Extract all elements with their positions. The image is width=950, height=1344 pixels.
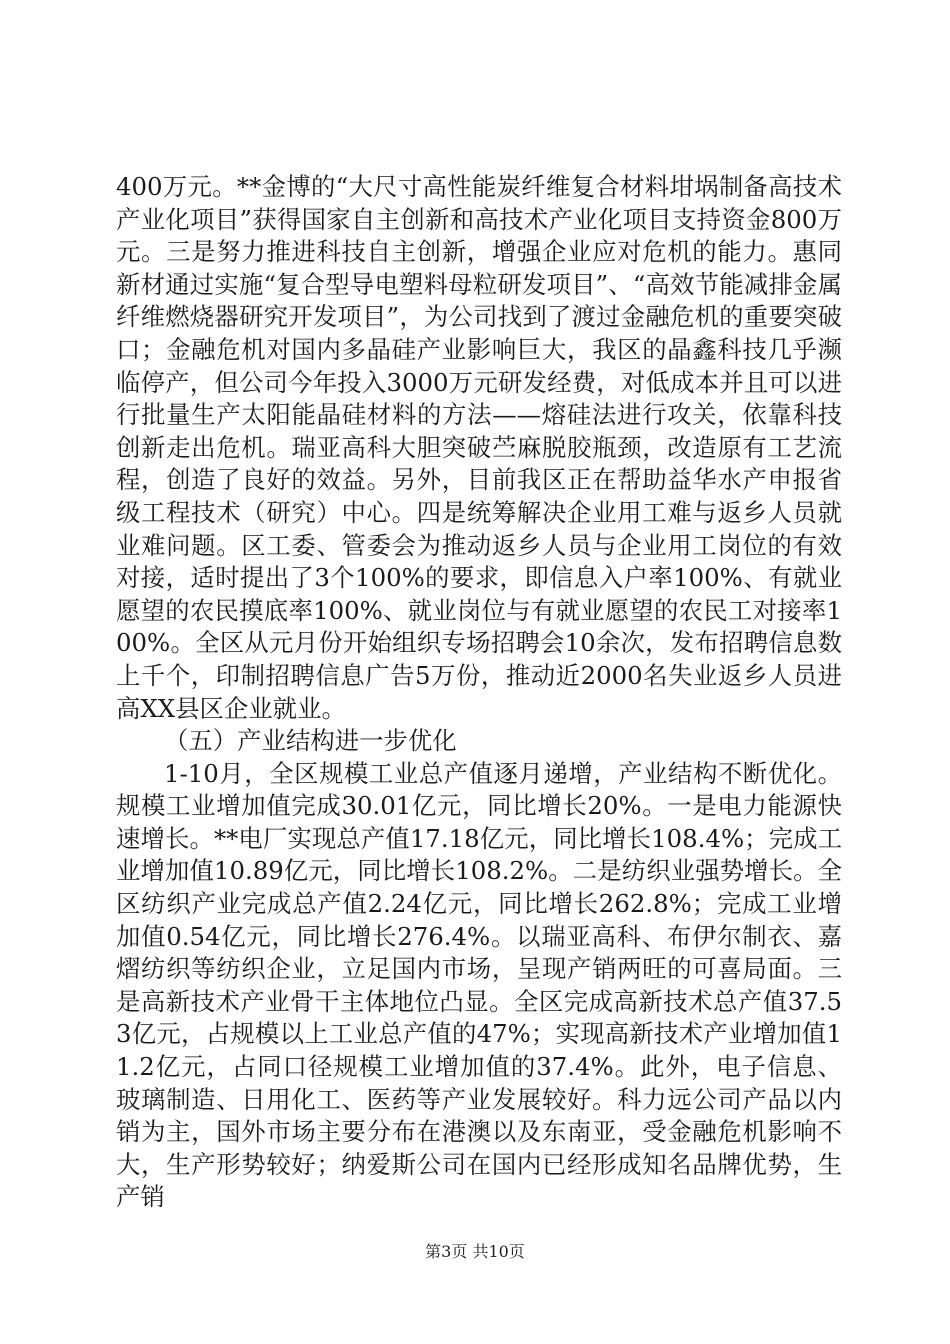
document-body <box>116 171 842 1214</box>
section-heading: （五）产业结构进一步优化 <box>164 726 457 756</box>
page-footer <box>0 1242 950 1262</box>
section-paragraph: 1-10月，全区规模工业总产值逐月递增，产业结构不断优化。规模工业增加值完成30.01亿元，同比增长20%。一是电力能源快速增长。**电厂实现总产值17.18亿元，同比增长108.4%；完成工业增加值10.89亿元，同比增长108.2%。二是纺织业强势增长。全区纺织产业完成总产值2.24亿元，同比增长262.8%；完成工业增加值0.54亿元，同比增长276.4%。以瑞亚高科、布伊尔制衣、嘉熠纺织等纺织企业，立足国内市场，呈现产销两旺的可喜局面。三是高新技术产业骨干主体地位凸显。全区完成高新技术总产值37.53亿元，占规模以上工业总产值的47%；实现高新技术产业增加值11.2亿元，占同口径规模工业增加值的37.4%。此外，电子信息、玻璃制造、日用化工、医药等产业发展较好。科力远公司产品以内销为主，国外市场主要分布在港澳以及东南亚，受金融危机影响不大，生产形势较好；纳爱斯公司在国内已经形成知名品牌优势，生产销 <box>116 758 842 1212</box>
page-number-label: 第3页 共10页 <box>425 1242 525 1261</box>
continuation-paragraph: 400万元。**金博的“大尺寸高性能炭纤维复合材料坩埚制备高技术产业化项目”获得国家自主创新和高技术产业化项目支持资金800万元。三是努力推进科技自主创新，增强企业应对危机的能力。惠同新材通过实施“复合型导电塑料母粒研发项目”、“高效节能减排金属纤维燃烧器研究开发项目”，为公司找到了渡过金融危机的重要突破口；金融危机对国内多晶硅产业影响巨大，我区的晶鑫科技几乎濒临停产，但公司今年投入3000万元研发经费，对低成本并且可以进行批量生产太阳能晶硅材料的方法——熔硅法进行攻关，依靠科技创新走出危机。瑞亚高科大胆突破苎麻脱胶瓶颈，改造原有工艺流程，创造了良好的效益。另外，目前我区正在帮助益华水产申报省级工程技术（研究）中心。四是统筹解决企业用工难与返乡人员就业难问题。区工委、管委会为推动返乡人员与企业用工岗位的有效对接，适时提出了3个100%的要求，即信息入户率100%、有就业愿望的农民摸底率100%、就业岗位与有就业愿望的农民工对接率100%。全区从元月份开始组织专场招聘会10余次，发布招聘信息数上千个，印制招聘信息广告5万份，推动近2000名失业返乡人员进高XX县区企业就业。 <box>116 172 842 723</box>
